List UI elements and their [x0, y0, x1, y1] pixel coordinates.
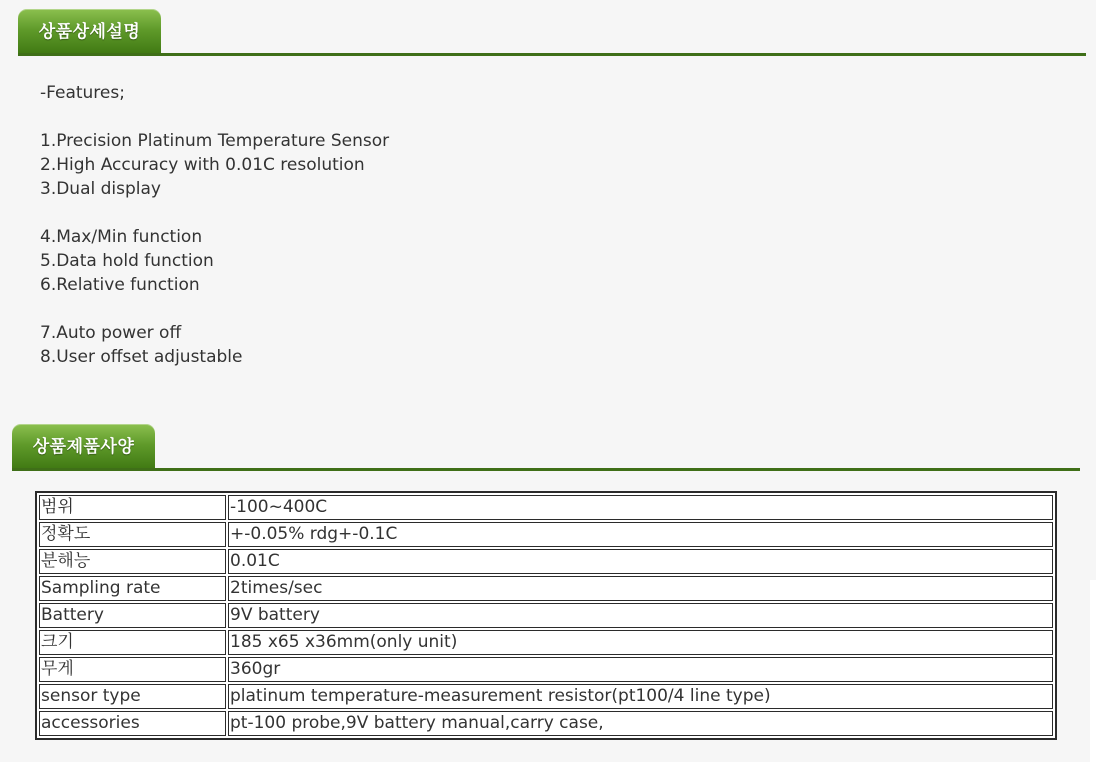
feature-item: 3.Dual display — [40, 179, 161, 199]
spec-label: 범위 — [39, 495, 226, 520]
table-row — [39, 657, 1053, 682]
spec-value: 0.01C — [228, 549, 1053, 574]
blank-line — [40, 297, 389, 321]
section-header-description — [18, 9, 1086, 55]
features-list — [40, 81, 389, 369]
section-tab-description: 상품상세설명 — [18, 9, 161, 55]
page-edge — [1090, 0, 1096, 580]
feature-item: 6.Relative function — [40, 275, 200, 295]
spec-label: 무게 — [39, 657, 226, 682]
feature-item: 2.High Accuracy with 0.01C resolution — [40, 155, 365, 175]
spec-label: 분해능 — [39, 549, 226, 574]
table-row — [39, 684, 1053, 709]
spec-value: platinum temperature-measurement resistor(pt100/4 line type) — [228, 684, 1053, 709]
spec-label: accessories — [39, 711, 226, 736]
feature-item: 7.Auto power off — [40, 323, 182, 343]
spec-value: +-0.05% rdg+-0.1C — [228, 522, 1053, 547]
spec-value: -100~400C — [228, 495, 1053, 520]
spec-table — [35, 491, 1057, 740]
section-divider — [12, 468, 1080, 471]
blank-line — [40, 201, 389, 225]
spec-value: 185 x65 x36mm(only unit) — [228, 630, 1053, 655]
spec-label: Battery — [39, 603, 226, 628]
section-tab-spec: 상품제품사양 — [12, 424, 155, 470]
table-row — [39, 549, 1053, 574]
feature-item: 4.Max/Min function — [40, 227, 203, 247]
spec-value: 2times/sec — [228, 576, 1053, 601]
table-row — [39, 522, 1053, 547]
feature-item: 5.Data hold function — [40, 251, 214, 271]
table-row — [39, 495, 1053, 520]
spec-value: 360gr — [228, 657, 1053, 682]
table-row — [39, 630, 1053, 655]
spec-value: 9V battery — [228, 603, 1053, 628]
feature-item: 1.Precision Platinum Temperature Sensor — [40, 131, 390, 151]
section-divider — [18, 53, 1086, 56]
table-row — [39, 711, 1053, 736]
spec-label: Sampling rate — [39, 576, 226, 601]
section-header-spec — [12, 424, 1080, 470]
page-edge-white — [1090, 580, 1096, 762]
feature-item: 8.User offset adjustable — [40, 347, 243, 367]
spec-value: pt-100 probe,9V battery manual,carry case, — [228, 711, 1053, 736]
table-row — [39, 603, 1053, 628]
spec-label: sensor type — [39, 684, 226, 709]
spec-label: 정확도 — [39, 522, 226, 547]
features-heading: -Features; — [40, 83, 125, 103]
table-row — [39, 576, 1053, 601]
blank-line — [40, 105, 389, 129]
spec-label: 크기 — [39, 630, 226, 655]
